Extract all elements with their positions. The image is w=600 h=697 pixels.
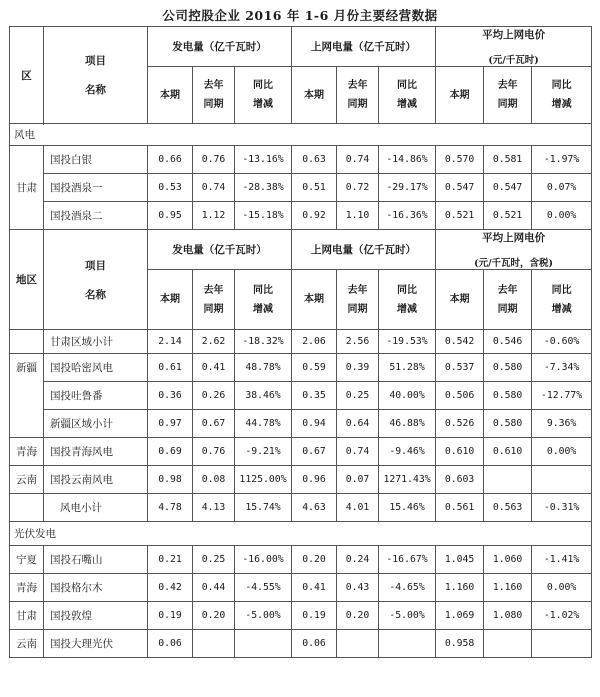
cell: 1.069 xyxy=(436,602,484,630)
cell: -14.86% xyxy=(379,146,436,174)
cell: 0.96 xyxy=(292,466,337,494)
table-row xyxy=(10,494,592,522)
header-grid: 上网电量（亿千瓦时） xyxy=(292,27,436,67)
header2-price-last-l2: 同期 xyxy=(497,303,518,315)
header2-gen-last xyxy=(193,270,235,330)
header2-price xyxy=(436,230,592,270)
cell: 2.62 xyxy=(193,330,235,354)
cell xyxy=(337,630,379,658)
cell: 0.25 xyxy=(193,546,235,574)
cell: 0.64 xyxy=(337,410,379,438)
cell xyxy=(193,630,235,658)
header2-generation: 发电量（亿千瓦时） xyxy=(148,230,292,270)
cell: 0.51 xyxy=(292,174,337,202)
cell xyxy=(532,630,592,658)
cell: 46.88% xyxy=(379,410,436,438)
header2-gen-last-l2: 同期 xyxy=(203,303,224,315)
header2-grid-yoy xyxy=(379,270,436,330)
section-row-solar xyxy=(10,522,592,546)
cell xyxy=(379,630,436,658)
cell: 0.19 xyxy=(148,602,193,630)
cell: 0.521 xyxy=(484,202,532,230)
header-gen-last-l1: 去年 xyxy=(203,80,224,91)
header-area: 区 xyxy=(10,27,44,124)
cell: 0.67 xyxy=(292,438,337,466)
section-solar: 光伏发电 xyxy=(10,522,592,546)
header-item-line1: 项目 xyxy=(85,55,106,67)
row-name: 国投吐鲁番 xyxy=(44,382,148,410)
cell: 0.26 xyxy=(193,382,235,410)
cell: 9.36% xyxy=(532,410,592,438)
cell: 0.526 xyxy=(436,410,484,438)
cell: 0.25 xyxy=(337,382,379,410)
cell: 0.74 xyxy=(337,146,379,174)
table-row xyxy=(10,438,592,466)
cell: -9.46% xyxy=(379,438,436,466)
header2-grid: 上网电量（亿千瓦时） xyxy=(292,230,436,270)
cell: 1.12 xyxy=(193,202,235,230)
header-item-line2: 名称 xyxy=(85,84,106,96)
cell: 0.20 xyxy=(292,546,337,574)
table-row xyxy=(10,602,592,630)
header-price xyxy=(436,27,592,67)
row-name: 国投石嘴山 xyxy=(44,546,148,574)
header-price-yoy xyxy=(532,67,592,124)
region-gansu: 甘肃 xyxy=(10,146,44,230)
cell: 0.521 xyxy=(436,202,484,230)
header-price-last xyxy=(484,67,532,124)
cell: 1.045 xyxy=(436,546,484,574)
header-gen-last xyxy=(193,67,235,124)
cell: 0.20 xyxy=(337,602,379,630)
header-gen-last-l2: 同期 xyxy=(203,99,224,110)
cell: 0.581 xyxy=(484,146,532,174)
cell: 0.06 xyxy=(148,630,193,658)
cell: 0.547 xyxy=(484,174,532,202)
header-price-yoy-l2: 增减 xyxy=(551,99,572,110)
header2-grid-last-l1: 去年 xyxy=(347,284,368,296)
cell: 1.160 xyxy=(484,574,532,602)
row-name: 国投大理光伏 xyxy=(44,630,148,658)
table-row xyxy=(10,410,592,438)
section-row-wind xyxy=(10,124,592,146)
cell: 1.060 xyxy=(484,546,532,574)
header2-grid-yoy-l2: 增减 xyxy=(397,303,418,315)
row-name: 国投酒泉二 xyxy=(44,202,148,230)
cell: 0.42 xyxy=(148,574,193,602)
cell: -12.77% xyxy=(532,382,592,410)
cell: 40.00% xyxy=(379,382,436,410)
cell: 0.570 xyxy=(436,146,484,174)
region-qinghai-solar: 青海 xyxy=(10,574,44,602)
cell: 0.24 xyxy=(337,546,379,574)
table-row xyxy=(10,630,592,658)
header2-grid-current: 本期 xyxy=(292,270,337,330)
cell: 0.06 xyxy=(292,630,337,658)
cell: 51.28% xyxy=(379,354,436,382)
cell: 48.78% xyxy=(235,354,292,382)
cell: 0.59 xyxy=(292,354,337,382)
header2-price-yoy-l2: 增减 xyxy=(551,303,572,315)
header2-price-line2: (元/千瓦时，含税) xyxy=(474,258,554,269)
cell: 4.01 xyxy=(337,494,379,522)
cell: 0.67 xyxy=(193,410,235,438)
cell: -4.55% xyxy=(235,574,292,602)
header-gen-current: 本期 xyxy=(148,67,193,124)
header-grid-last-l1: 去年 xyxy=(347,80,368,91)
header-gen-yoy-l1: 同比 xyxy=(253,80,274,91)
header-price-line2: (元/千瓦时) xyxy=(488,55,539,66)
cell: 0.53 xyxy=(148,174,193,202)
cell: -9.21% xyxy=(235,438,292,466)
cell: 2.06 xyxy=(292,330,337,354)
cell: 0.603 xyxy=(436,466,484,494)
header2-price-last xyxy=(484,270,532,330)
cell: 0.97 xyxy=(148,410,193,438)
header2-item-line1: 项目 xyxy=(85,259,106,272)
header2-price-last-l1: 去年 xyxy=(497,284,518,296)
row-name: 新疆区域小计 xyxy=(44,410,148,438)
cell: 0.72 xyxy=(337,174,379,202)
row-name: 国投青海风电 xyxy=(44,438,148,466)
cell: 4.13 xyxy=(193,494,235,522)
header2-price-current: 本期 xyxy=(436,270,484,330)
cell: 0.546 xyxy=(484,330,532,354)
header2-gen-yoy xyxy=(235,270,292,330)
table-row xyxy=(10,466,592,494)
row-name: 国投格尔木 xyxy=(44,574,148,602)
cell: 0.542 xyxy=(436,330,484,354)
table-row xyxy=(10,546,592,574)
cell: 0.958 xyxy=(436,630,484,658)
cell: 2.14 xyxy=(148,330,193,354)
table-row xyxy=(10,330,592,354)
cell: 0.547 xyxy=(436,174,484,202)
header2-gen-last-l1: 去年 xyxy=(203,284,224,296)
cell: 0.63 xyxy=(292,146,337,174)
table-row xyxy=(10,382,592,410)
cell: 0.08 xyxy=(193,466,235,494)
table-row xyxy=(10,354,592,382)
cell: 0.98 xyxy=(148,466,193,494)
cell: 0.07% xyxy=(532,174,592,202)
cell: 0.44 xyxy=(193,574,235,602)
row-name: 国投酒泉一 xyxy=(44,174,148,202)
cell: -7.34% xyxy=(532,354,592,382)
cell: 0.61 xyxy=(148,354,193,382)
cell: -13.16% xyxy=(235,146,292,174)
cell: 0.94 xyxy=(292,410,337,438)
cell: 1271.43% xyxy=(379,466,436,494)
header-grid-last-l2: 同期 xyxy=(347,99,368,110)
row-name: 甘肃区域小计 xyxy=(44,330,148,354)
cell: 0.561 xyxy=(436,494,484,522)
cell: -1.97% xyxy=(532,146,592,174)
cell: -16.67% xyxy=(379,546,436,574)
region-qinghai: 青海 xyxy=(10,438,44,466)
header2-area: 地区 xyxy=(10,230,44,330)
row-name: 国投敦煌 xyxy=(44,602,148,630)
header-gen-yoy xyxy=(235,67,292,124)
header-grid-yoy xyxy=(379,67,436,124)
cell: 0.00% xyxy=(532,202,592,230)
cell: 0.39 xyxy=(337,354,379,382)
row-name: 国投云南风电 xyxy=(44,466,148,494)
cell: 0.00% xyxy=(532,574,592,602)
cell: 1.080 xyxy=(484,602,532,630)
cell: 0.66 xyxy=(148,146,193,174)
header-price-current: 本期 xyxy=(436,67,484,124)
header2-price-line1: 平均上网电价 xyxy=(482,232,546,244)
cell: -0.60% xyxy=(532,330,592,354)
header-grid-yoy-l2: 增减 xyxy=(397,99,418,110)
header-row-repeat xyxy=(10,230,592,270)
cell: 0.43 xyxy=(337,574,379,602)
cell: -5.00% xyxy=(235,602,292,630)
cell: 0.41 xyxy=(193,354,235,382)
cell: 1.10 xyxy=(337,202,379,230)
cell: 0.74 xyxy=(193,174,235,202)
cell: 0.00% xyxy=(532,438,592,466)
cell: 0.19 xyxy=(292,602,337,630)
cell: 0.69 xyxy=(148,438,193,466)
row-name: 国投哈密风电 xyxy=(44,354,148,382)
header-price-last-l2: 同期 xyxy=(497,99,518,110)
header2-grid-yoy-l1: 同比 xyxy=(397,284,418,296)
cell: 0.76 xyxy=(193,438,235,466)
cell: -1.02% xyxy=(532,602,592,630)
header-price-line1: 平均上网电价 xyxy=(482,29,546,41)
cell: 0.21 xyxy=(148,546,193,574)
header2-gen-yoy-l1: 同比 xyxy=(253,284,274,296)
cell xyxy=(532,466,592,494)
cell: 44.78% xyxy=(235,410,292,438)
page-title: 公司控股企业 2016 年 1-6 月份主要经营数据 xyxy=(162,8,438,23)
cell: 4.78 xyxy=(148,494,193,522)
header2-grid-last xyxy=(337,270,379,330)
header2-item-line2: 名称 xyxy=(85,288,106,301)
cell: 0.580 xyxy=(484,410,532,438)
header2-grid-last-l2: 同期 xyxy=(347,303,368,315)
cell: -28.38% xyxy=(235,174,292,202)
empty-cell xyxy=(10,494,44,522)
cell: -1.41% xyxy=(532,546,592,574)
header-grid-last xyxy=(337,67,379,124)
cell: 4.63 xyxy=(292,494,337,522)
cell: 0.76 xyxy=(193,146,235,174)
empty-cell xyxy=(10,330,44,354)
header-generation: 发电量（亿千瓦时） xyxy=(148,27,292,67)
cell: -16.00% xyxy=(235,546,292,574)
cell: 0.610 xyxy=(436,438,484,466)
cell: -15.18% xyxy=(235,202,292,230)
cell: 0.07 xyxy=(337,466,379,494)
header2-price-yoy xyxy=(532,270,592,330)
cell: 0.92 xyxy=(292,202,337,230)
cell xyxy=(484,630,532,658)
header2-item xyxy=(44,230,148,330)
cell: 0.537 xyxy=(436,354,484,382)
header-grid-yoy-l1: 同比 xyxy=(397,80,418,91)
table-row xyxy=(10,202,592,230)
cell: 0.41 xyxy=(292,574,337,602)
cell xyxy=(235,630,292,658)
header-grid-current: 本期 xyxy=(292,67,337,124)
region-yunnan-solar: 云南 xyxy=(10,630,44,658)
header2-price-yoy-l1: 同比 xyxy=(551,284,572,296)
section-wind: 风电 xyxy=(10,124,592,146)
header-price-yoy-l1: 同比 xyxy=(551,80,572,91)
cell: -0.31% xyxy=(532,494,592,522)
region-yunnan: 云南 xyxy=(10,466,44,494)
cell: 0.95 xyxy=(148,202,193,230)
header-gen-yoy-l2: 增减 xyxy=(253,99,274,110)
cell: -18.32% xyxy=(235,330,292,354)
cell: -4.65% xyxy=(379,574,436,602)
cell: 2.56 xyxy=(337,330,379,354)
region-gansu-solar: 甘肃 xyxy=(10,602,44,630)
region-ningxia: 宁夏 xyxy=(10,546,44,574)
cell: 0.36 xyxy=(148,382,193,410)
region-xinjiang: 新疆 xyxy=(10,354,44,438)
cell: -29.17% xyxy=(379,174,436,202)
cell: 15.46% xyxy=(379,494,436,522)
header2-gen-yoy-l2: 增减 xyxy=(253,303,274,315)
row-name: 风电小计 xyxy=(44,494,148,522)
cell: 0.610 xyxy=(484,438,532,466)
table-row xyxy=(10,146,592,174)
header-price-last-l1: 去年 xyxy=(497,80,518,91)
operating-data-table xyxy=(9,26,592,658)
table-row xyxy=(10,574,592,602)
cell: 0.74 xyxy=(337,438,379,466)
cell xyxy=(484,466,532,494)
header-item xyxy=(44,27,148,124)
cell: 1125.00% xyxy=(235,466,292,494)
cell: 0.506 xyxy=(436,382,484,410)
cell: -19.53% xyxy=(379,330,436,354)
cell: 0.563 xyxy=(484,494,532,522)
header-row xyxy=(10,27,592,67)
cell: 0.20 xyxy=(193,602,235,630)
cell: -16.36% xyxy=(379,202,436,230)
header2-gen-current: 本期 xyxy=(148,270,193,330)
table-row xyxy=(10,174,592,202)
cell: -5.00% xyxy=(379,602,436,630)
cell: 1.160 xyxy=(436,574,484,602)
row-name: 国投白银 xyxy=(44,146,148,174)
cell: 0.580 xyxy=(484,382,532,410)
cell: 0.35 xyxy=(292,382,337,410)
cell: 0.580 xyxy=(484,354,532,382)
cell: 38.46% xyxy=(235,382,292,410)
cell: 15.74% xyxy=(235,494,292,522)
